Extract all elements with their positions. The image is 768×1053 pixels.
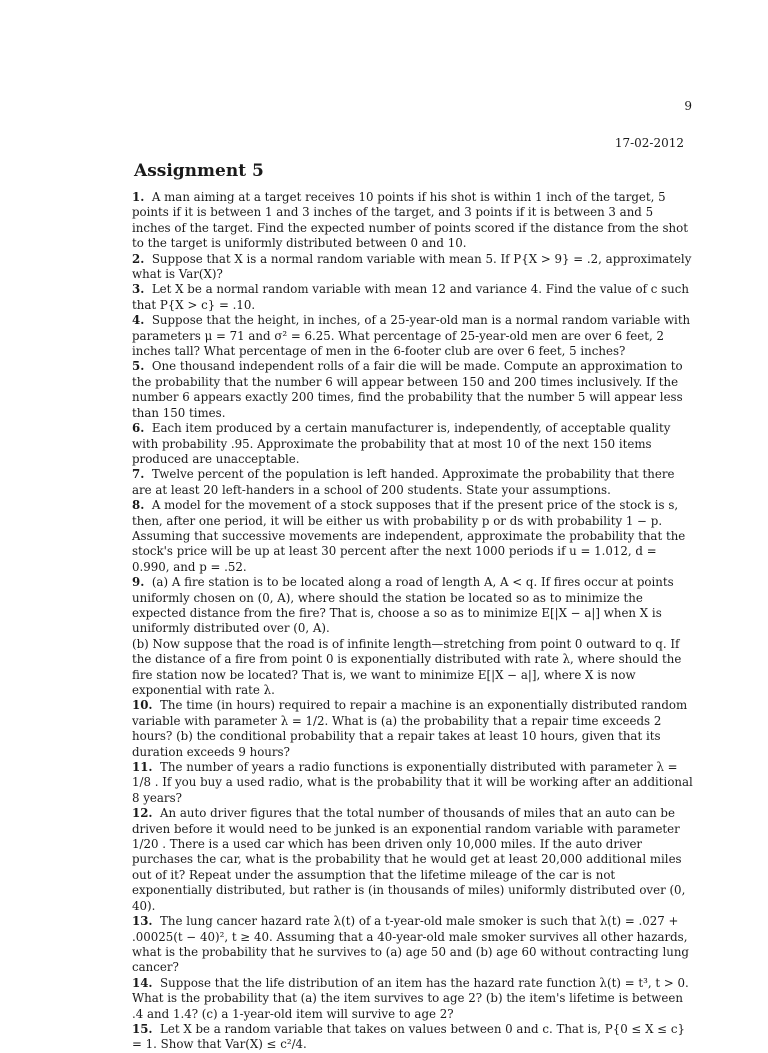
- problem-text: Suppose that the height, in inches, of a 25-year-old man is a normal random variable with parameters μ = 71 and σ² = 6.25. What percentage of 25-year-old men are over 6 feet, 2 inches tall? What percentage of men in the 6-footer club are over 6 feet, 5 inches?: [132, 313, 691, 359]
- problem-text: Twelve percent of the population is left handed. Approximate the probability that there are at least 20 left-handers in a school of 200 students. State your assumptions.: [132, 467, 675, 497]
- problem-text: The number of years a radio functions is exponentially distributed with parameter λ = 1/8 . If you buy a used radio, what is the probability that it will be working after an additional 8 years?: [132, 760, 693, 805]
- problem-number: 1.: [132, 190, 145, 204]
- problem-text: Suppose that the life distribution of an item has the hazard rate function λ(t) = t³, t > 0. What is the probability that (a) the item survives to age 2? (b) the item's lifetime is between .4 and 1.4? (c) a 1-year-old item will survive to age 2?: [132, 975, 689, 1021]
- problem-number: 7.: [132, 467, 145, 482]
- problem-text: The time (in hours) required to repair a machine is an exponentially distributed random variable with parameter λ = 1/2. What is (a) the probability that a repair time exceeds 2 hours? (b) the conditional probability that a repair takes at least 10 hours, given that its duration exceeds 9 hours?: [132, 698, 688, 759]
- problem-10: [132, 698, 694, 760]
- problem-11: [132, 760, 694, 806]
- problem-text: Suppose that X is a normal random variable with mean 5. If P{X > 9} = .2, approximately what is Var(X)?: [132, 251, 692, 282]
- problem-6: [132, 421, 694, 467]
- problem-3: [132, 282, 694, 313]
- problem-12: [132, 806, 694, 914]
- problem-list: [132, 190, 694, 1053]
- problem-4: [132, 313, 694, 359]
- problem-13: [132, 914, 694, 976]
- problem-8: [132, 498, 694, 575]
- problem-text: An auto driver figures that the total number of thousands of miles that an auto can be driven before it would need to be junked is an exponential random variable with parameter 1/20 . There is a used car which has been driven only 10,000 miles. If the auto driver purchases the car, what is the probability that he would get at least 20,000 additional miles out of it? Repeat under the assumption that the lifetime mileage of the car is not exponentially distributed, but rather is (in thousands of miles) uniformly distributed over (0, 40).: [132, 806, 686, 913]
- problem-9b: [132, 637, 694, 699]
- problem-number: 10.: [132, 698, 153, 713]
- problem-5: [132, 359, 694, 421]
- problem-number: 2.: [132, 251, 145, 266]
- problem-number: 6.: [132, 421, 145, 436]
- page-number: 9: [684, 99, 692, 113]
- problem-text: (a) A fire station is to be located along a road of length A, A < q. If fires occur at points uniformly chosen on (0, A), where should the station be located so as to minimize the expected distance from the fire? That is, choose a so as to minimize E[|X − a|] when X is uniformly distributed over (0, A).: [132, 575, 674, 636]
- problem-15: [132, 1022, 694, 1053]
- problem-14: [132, 976, 694, 1022]
- problem-9a: [132, 575, 694, 637]
- problem-number: 15.: [132, 1021, 153, 1036]
- problem-text: Let X be a normal random variable with mean 12 and variance 4. Find the value of c such that P{X > c} = .10.: [132, 282, 689, 312]
- problem-1: [132, 190, 694, 252]
- problem-text: One thousand independent rolls of a fair die will be made. Compute an approximation to the probability that the number 6 will appear between 150 and 200 times inclusively. If the number 6 appears exactly 200 times, find the probability that the number 5 will appear less than 150 times.: [132, 359, 683, 420]
- problem-number: 9.: [132, 575, 145, 590]
- problem-text: Let X be a random variable that takes on values between 0 and c. That is, P{0 ≤ X ≤ c} = 1. Show that Var(X) ≤ c²/4.: [132, 1021, 686, 1052]
- problem-7: [132, 467, 694, 498]
- problem-2: [132, 252, 694, 283]
- assignment-title: Assignment 5: [134, 161, 264, 181]
- problem-text: (b) Now suppose that the road is of infinite length—stretching from point 0 outward to q. If the distance of a fire from point 0 is exponentially distributed with rate λ, where should the fire station now be located? That is, we want to minimize E[|X − a|], where X is now exponential with rate λ.: [132, 636, 682, 697]
- problem-number: 11.: [132, 760, 153, 775]
- problem-number: 5.: [132, 359, 145, 374]
- problem-number: 14.: [132, 975, 153, 990]
- problem-number: 4.: [132, 313, 145, 328]
- problem-number: 3.: [132, 282, 145, 297]
- date: 17-02-2012: [614, 136, 684, 150]
- problem-text: The lung cancer hazard rate λ(t) of a t-year-old male smoker is such that λ(t) = .027 + .00025(t − 40)², t ≥ 40. Assuming that a 40-year-old male smoker survives all other hazards, what is the probability that he survives to (a) age 50 and (b) age 60 without contracting lung cancer?: [132, 914, 689, 975]
- problem-text: A model for the movement of a stock supposes that if the present price of the stock is s, then, after one period, it will be either us with probability p or ds with probability 1 − p. Assuming that successive movements are independent, approximate the probability that the stock's price will be up at least 30 percent after the next 1000 periods if u = 1.012, d = 0.990, and p = .52.: [132, 498, 686, 574]
- problem-number: 13.: [132, 914, 153, 929]
- problem-text: A man aiming at a target receives 10 points if his shot is within 1 inch of the target, 5 points if it is between 1 and 3 inches of the target, and 3 points if it is between 3 and 5 inches of the target. Find the expected number of points scored if the distance from the shot to the target is uniformly distributed between 0 and 10.: [132, 190, 688, 251]
- problem-number: 12.: [132, 806, 153, 821]
- problem-number: 8.: [132, 498, 145, 513]
- problem-text: Each item produced by a certain manufacturer is, independently, of acceptable quality with probability .95. Approximate the probability that at most 10 of the next 150 items produced are unacceptable.: [132, 421, 671, 466]
